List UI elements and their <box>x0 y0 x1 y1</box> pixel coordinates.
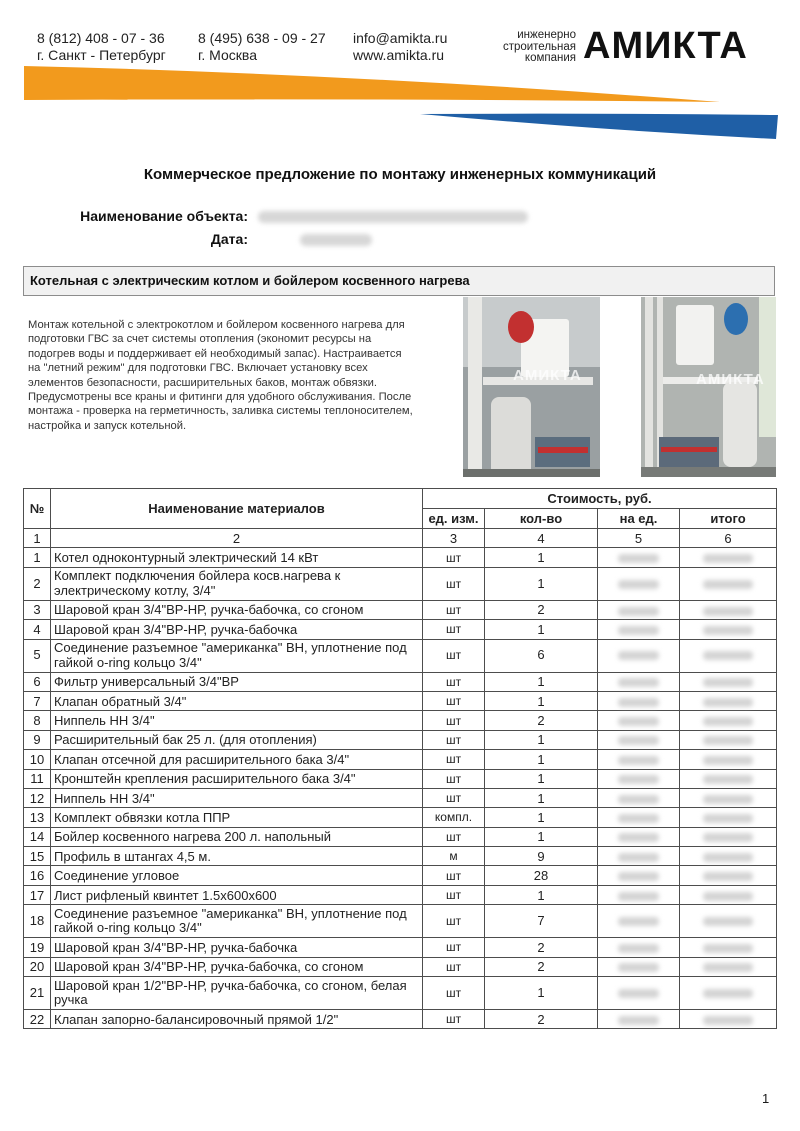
unit-of-measure: шт <box>423 567 485 600</box>
redaction-blur <box>703 853 753 862</box>
column-index: 6 <box>680 529 777 548</box>
unit-of-measure: шт <box>423 691 485 710</box>
object-label: Наименование объекта: <box>80 208 248 224</box>
redaction-blur <box>618 717 659 726</box>
redaction-blur <box>618 1016 659 1025</box>
row-number: 13 <box>24 808 51 827</box>
redaction-blur <box>618 944 659 953</box>
price-per-unit-redacted <box>598 957 680 976</box>
table-row <box>24 769 777 788</box>
header-swoosh <box>0 60 800 145</box>
table-row <box>24 808 777 827</box>
contact-web <box>353 30 447 64</box>
redaction-blur <box>618 892 659 901</box>
table-row <box>24 600 777 619</box>
redaction-blur <box>703 717 753 726</box>
redaction-blur <box>618 678 659 687</box>
unit-of-measure: шт <box>423 827 485 846</box>
total-price-redacted <box>680 600 777 619</box>
unit-of-measure: шт <box>423 957 485 976</box>
row-number: 9 <box>24 730 51 749</box>
table-row <box>24 885 777 904</box>
material-name: Соединение разъемное "американка" ВН, уплотнение под гайкой o-ring кольцо 3/4" <box>51 905 423 938</box>
materials-table-body <box>24 548 777 1029</box>
unit-of-measure: шт <box>423 548 485 567</box>
row-number: 16 <box>24 866 51 885</box>
material-name: Клапан запорно-балансировочный прямой 1/2" <box>51 1010 423 1029</box>
redaction-blur <box>618 651 659 660</box>
document-title: Коммерческое предложение по монтажу инженерных коммуникаций <box>143 166 657 183</box>
object-value-redacted <box>258 211 528 223</box>
redaction-blur <box>618 795 659 804</box>
redaction-blur <box>703 678 753 687</box>
price-per-unit-redacted <box>598 620 680 639</box>
price-per-unit-redacted <box>598 827 680 846</box>
row-number: 22 <box>24 1010 51 1029</box>
table-row <box>24 827 777 846</box>
unit-of-measure: шт <box>423 730 485 749</box>
unit-of-measure: шт <box>423 1010 485 1029</box>
unit-of-measure: м <box>423 847 485 866</box>
city-msk: г. Москва <box>198 47 257 63</box>
orange-stripe <box>24 66 720 102</box>
section-description: Монтаж котельной с электрокотлом и бойлером косвенного нагрева для подготовки ГВС за счет системы отопления (экономит ресурсы на подогрев воды и поддерживает ей необходимый запас). Настраивается на "летний режим" для подготовки ГВС. Включает установку всех элементов безопасности, расширительных баков, монтаж обвязки. Предусмотрены все краны и фитинги для удобного обслуживания. После монтажа - проверка на герметичность, заливка системы теплоносителем, настройка и запуск котельной. <box>28 319 413 432</box>
logo-sub-line: строительная <box>502 40 576 53</box>
redaction-blur <box>703 554 753 563</box>
redaction-blur <box>703 944 753 953</box>
price-per-unit-redacted <box>598 639 680 672</box>
redaction-blur <box>618 580 659 589</box>
redaction-blur <box>618 814 659 823</box>
total-price-redacted <box>680 548 777 567</box>
table-row <box>24 639 777 672</box>
material-name: Шаровой кран 1/2"ВР-НР, ручка-бабочка, со сгоном, белая ручка <box>51 977 423 1010</box>
material-name: Клапан обратный 3/4" <box>51 691 423 710</box>
redaction-blur <box>618 607 659 616</box>
price-per-unit-redacted <box>598 567 680 600</box>
quantity: 1 <box>485 808 598 827</box>
column-index-row <box>24 529 777 548</box>
total-price-redacted <box>680 885 777 904</box>
unit-of-measure: шт <box>423 885 485 904</box>
redaction-blur <box>703 756 753 765</box>
quantity: 9 <box>485 847 598 866</box>
table-row <box>24 672 777 691</box>
row-number: 20 <box>24 957 51 976</box>
redaction-blur <box>618 989 659 998</box>
material-name: Соединение угловое <box>51 866 423 885</box>
total-price-redacted <box>680 769 777 788</box>
price-per-unit-redacted <box>598 808 680 827</box>
total-price-redacted <box>680 905 777 938</box>
price-per-unit-redacted <box>598 977 680 1010</box>
row-number: 14 <box>24 827 51 846</box>
redaction-blur <box>618 917 659 926</box>
redaction-blur <box>618 698 659 707</box>
phone-spb: 8 (812) 408 - 07 - 36 <box>37 30 165 46</box>
table-row <box>24 938 777 957</box>
redaction-blur <box>618 853 659 862</box>
table-row <box>24 567 777 600</box>
redaction-blur <box>703 1016 753 1025</box>
logo-sub-line: компания <box>524 52 576 64</box>
header-total: итого <box>680 509 777 529</box>
redaction-blur <box>618 872 659 881</box>
contact-msk <box>198 30 326 64</box>
total-price-redacted <box>680 639 777 672</box>
price-per-unit-redacted <box>598 600 680 619</box>
redaction-blur <box>618 736 659 745</box>
header-price-per-unit: на ед. <box>598 509 680 529</box>
row-number: 17 <box>24 885 51 904</box>
price-per-unit-redacted <box>598 750 680 769</box>
quantity: 1 <box>485 548 598 567</box>
row-number: 7 <box>24 691 51 710</box>
header-material-name: Наименование материалов <box>51 489 423 529</box>
total-price-redacted <box>680 827 777 846</box>
table-row <box>24 977 777 1010</box>
material-name: Кронштейн крепления расширительного бака 3/4" <box>51 769 423 788</box>
page-number: 1 <box>762 1091 770 1106</box>
price-per-unit-redacted <box>598 691 680 710</box>
material-name: Профиль в штангах 4,5 м. <box>51 847 423 866</box>
total-price-redacted <box>680 750 777 769</box>
quantity: 1 <box>485 977 598 1010</box>
total-price-redacted <box>680 977 777 1010</box>
quantity: 1 <box>485 788 598 807</box>
row-number: 6 <box>24 672 51 691</box>
unit-of-measure: шт <box>423 600 485 619</box>
redaction-blur <box>703 698 753 707</box>
material-name: Котел одноконтурный электрический 14 кВт <box>51 548 423 567</box>
row-number: 10 <box>24 750 51 769</box>
header-number: № <box>24 489 51 529</box>
date-label: Дата: <box>210 231 248 247</box>
photo-1-illustration <box>463 297 600 477</box>
price-per-unit-redacted <box>598 548 680 567</box>
price-per-unit-redacted <box>598 1010 680 1029</box>
material-name: Шаровой кран 3/4"ВР-НР, ручка-бабочка <box>51 620 423 639</box>
price-per-unit-redacted <box>598 905 680 938</box>
redaction-blur <box>703 872 753 881</box>
redaction-blur <box>703 795 753 804</box>
redaction-blur <box>703 989 753 998</box>
material-name: Клапан отсечной для расширительного бака 3/4" <box>51 750 423 769</box>
total-price-redacted <box>680 847 777 866</box>
table-row <box>24 788 777 807</box>
total-price-redacted <box>680 711 777 730</box>
material-name: Фильтр универсальный 3/4"ВР <box>51 672 423 691</box>
material-name: Бойлер косвенного нагрева 200 л. напольный <box>51 827 423 846</box>
redaction-blur <box>703 917 753 926</box>
table-row <box>24 620 777 639</box>
boiler-photo-1 <box>463 297 600 477</box>
table-row <box>24 957 777 976</box>
redaction-blur <box>703 963 753 972</box>
logo-sub-line: инженерно <box>517 29 576 41</box>
redaction-blur <box>703 651 753 660</box>
price-per-unit-redacted <box>598 866 680 885</box>
material-name: Лист рифленый квинтет 1.5х600х600 <box>51 885 423 904</box>
redaction-blur <box>703 736 753 745</box>
total-price-redacted <box>680 788 777 807</box>
redaction-blur <box>618 963 659 972</box>
unit-of-measure: компл. <box>423 808 485 827</box>
material-name: Расширительный бак 25 л. (для отопления) <box>51 730 423 749</box>
total-price-redacted <box>680 1010 777 1029</box>
redaction-blur <box>618 833 659 842</box>
unit-of-measure: шт <box>423 711 485 730</box>
table-row <box>24 905 777 938</box>
unit-of-measure: шт <box>423 905 485 938</box>
table-row <box>24 691 777 710</box>
total-price-redacted <box>680 957 777 976</box>
row-number: 21 <box>24 977 51 1010</box>
table-row <box>24 750 777 769</box>
header-cost: Стоимость, руб. <box>423 489 777 509</box>
price-per-unit-redacted <box>598 769 680 788</box>
unit-of-measure: шт <box>423 938 485 957</box>
table-row <box>24 1010 777 1029</box>
row-number: 5 <box>24 639 51 672</box>
row-number: 4 <box>24 620 51 639</box>
price-per-unit-redacted <box>598 885 680 904</box>
table-row <box>24 711 777 730</box>
row-number: 11 <box>24 769 51 788</box>
unit-of-measure: шт <box>423 977 485 1010</box>
quantity: 2 <box>485 600 598 619</box>
material-name: Шаровой кран 3/4"ВР-НР, ручка-бабочка, со сгоном <box>51 957 423 976</box>
redaction-blur <box>703 814 753 823</box>
total-price-redacted <box>680 567 777 600</box>
photo-watermark: АМИКТА <box>513 367 582 384</box>
table-row <box>24 866 777 885</box>
material-name: Комплект подключения бойлера косв.нагрева к электрическому котлу, 3/4" <box>51 567 423 600</box>
quantity: 2 <box>485 957 598 976</box>
row-number: 3 <box>24 600 51 619</box>
quantity: 1 <box>485 885 598 904</box>
quantity: 1 <box>485 730 598 749</box>
redaction-blur <box>618 775 659 784</box>
total-price-redacted <box>680 808 777 827</box>
total-price-redacted <box>680 672 777 691</box>
unit-of-measure: шт <box>423 620 485 639</box>
header-unit: ед. изм. <box>423 509 485 529</box>
quantity: 1 <box>485 827 598 846</box>
price-per-unit-redacted <box>598 672 680 691</box>
quantity: 7 <box>485 905 598 938</box>
row-number: 12 <box>24 788 51 807</box>
total-price-redacted <box>680 730 777 749</box>
price-per-unit-redacted <box>598 847 680 866</box>
material-name: Ниппель НН 3/4" <box>51 711 423 730</box>
blue-stripe <box>420 114 778 139</box>
material-name: Соединение разъемное "американка" ВН, уплотнение под гайкой o-ring кольцо 3/4" <box>51 639 423 672</box>
total-price-redacted <box>680 938 777 957</box>
unit-of-measure: шт <box>423 788 485 807</box>
price-per-unit-redacted <box>598 711 680 730</box>
column-index: 5 <box>598 529 680 548</box>
quantity: 1 <box>485 769 598 788</box>
date-value-redacted <box>300 234 372 246</box>
quantity: 1 <box>485 620 598 639</box>
quantity: 2 <box>485 711 598 730</box>
company-logo: АМИКТА <box>583 25 748 67</box>
column-index: 2 <box>51 529 423 548</box>
total-price-redacted <box>680 691 777 710</box>
redaction-blur <box>703 892 753 901</box>
website-link[interactable]: www.amikta.ru <box>353 47 445 63</box>
header-quantity: кол-во <box>485 509 598 529</box>
row-number: 1 <box>24 548 51 567</box>
quantity: 28 <box>485 866 598 885</box>
price-per-unit-redacted <box>598 938 680 957</box>
quantity: 2 <box>485 1010 598 1029</box>
column-index: 3 <box>423 529 485 548</box>
email-link[interactable]: info@amikta.ru <box>353 30 448 46</box>
material-name: Шаровой кран 3/4"ВР-НР, ручка-бабочка <box>51 938 423 957</box>
redaction-blur <box>703 775 753 784</box>
material-name: Комплект обвязки котла ППР <box>51 808 423 827</box>
material-name: Ниппель НН 3/4" <box>51 788 423 807</box>
row-number: 8 <box>24 711 51 730</box>
section-title: Котельная с электрическим котлом и бойлером косвенного нагрева <box>23 266 775 296</box>
unit-of-measure: шт <box>423 639 485 672</box>
redaction-blur <box>618 756 659 765</box>
city-spb: г. Санкт - Петербург <box>37 47 166 63</box>
table-row <box>24 847 777 866</box>
redaction-blur <box>618 626 659 635</box>
quantity: 1 <box>485 750 598 769</box>
column-index: 1 <box>24 529 51 548</box>
phone-msk: 8 (495) 638 - 09 - 27 <box>198 30 326 46</box>
table-row <box>24 730 777 749</box>
quantity: 6 <box>485 639 598 672</box>
photo-watermark: АМИКТА <box>696 371 765 388</box>
row-number: 19 <box>24 938 51 957</box>
material-name: Шаровой кран 3/4"ВР-НР, ручка-бабочка, со сгоном <box>51 600 423 619</box>
total-price-redacted <box>680 866 777 885</box>
quantity: 2 <box>485 938 598 957</box>
column-index: 4 <box>485 529 598 548</box>
unit-of-measure: шт <box>423 750 485 769</box>
contact-spb <box>37 30 166 64</box>
redaction-blur <box>703 626 753 635</box>
row-number: 2 <box>24 567 51 600</box>
table-row <box>24 548 777 567</box>
row-number: 18 <box>24 905 51 938</box>
unit-of-measure: шт <box>423 769 485 788</box>
price-per-unit-redacted <box>598 788 680 807</box>
materials-table <box>23 488 777 1029</box>
unit-of-measure: шт <box>423 866 485 885</box>
price-per-unit-redacted <box>598 730 680 749</box>
boiler-photo-2 <box>641 297 776 477</box>
unit-of-measure: шт <box>423 672 485 691</box>
row-number: 15 <box>24 847 51 866</box>
quantity: 1 <box>485 672 598 691</box>
quantity: 1 <box>485 567 598 600</box>
quantity: 1 <box>485 691 598 710</box>
redaction-blur <box>618 554 659 563</box>
redaction-blur <box>703 833 753 842</box>
redaction-blur <box>703 607 753 616</box>
total-price-redacted <box>680 620 777 639</box>
redaction-blur <box>703 580 753 589</box>
